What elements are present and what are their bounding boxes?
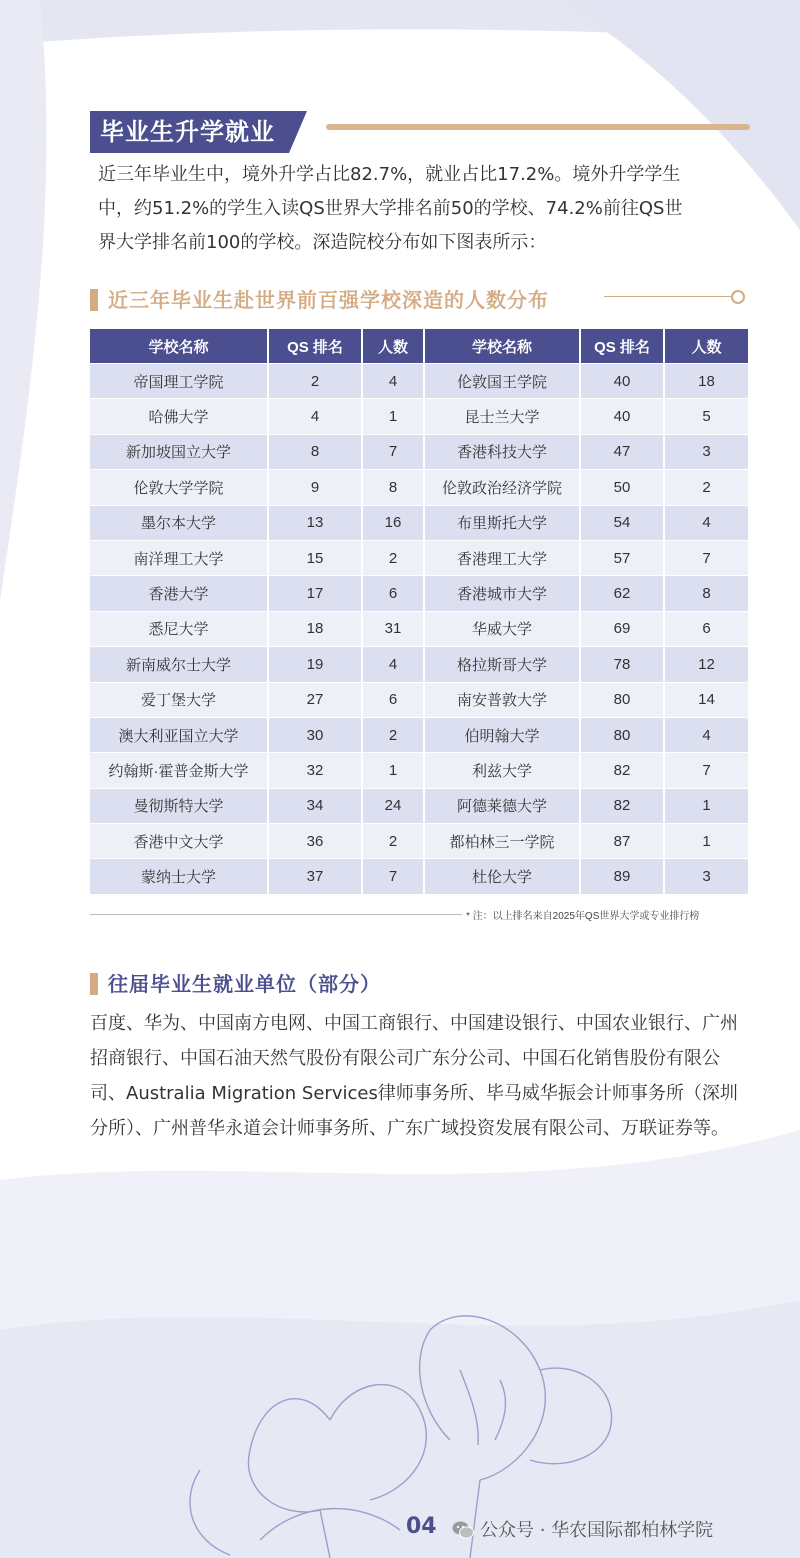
school-name: 伦敦国王学院 [424,364,580,399]
table-row [90,434,748,469]
school-name: 布里斯托大学 [424,505,580,540]
table-row [90,717,748,752]
qs-rank: 47 [580,434,664,469]
table-heading [90,284,549,313]
table-row [90,647,748,682]
header-count: 人数 [362,329,424,364]
student-count: 3 [664,434,748,469]
school-name: 新南威尔士大学 [90,647,268,682]
qs-rank: 87 [580,824,664,859]
table-row [90,540,748,575]
student-count: 14 [664,682,748,717]
student-count: 1 [362,753,424,788]
school-name: 南洋理工大学 [90,540,268,575]
wechat-icon [452,1521,474,1539]
school-name: 约翰斯·霍普金斯大学 [90,753,268,788]
school-name: 香港理工大学 [424,540,580,575]
header-qs-rank: QS 排名 [268,329,362,364]
header-count: 人数 [664,329,748,364]
employers-title: 往届毕业生就业单位（部分） [108,972,381,996]
table-row [90,788,748,823]
student-count: 1 [664,824,748,859]
page-number: 04 [406,1514,437,1539]
qs-rank: 78 [580,647,664,682]
qs-rank: 8 [268,434,362,469]
table-row [90,364,748,399]
qs-rank: 80 [580,682,664,717]
student-count: 8 [362,470,424,505]
school-name: 杜伦大学 [424,859,580,894]
student-count: 3 [664,859,748,894]
qs-rank: 2 [268,364,362,399]
school-name: 格拉斯哥大学 [424,647,580,682]
student-count: 8 [664,576,748,611]
footer-text: 公众号 · 华农国际都柏林学院 [480,1520,714,1541]
student-count: 4 [362,647,424,682]
employers-list: 百度、华为、中国南方电网、中国工商银行、中国建设银行、中国农业银行、广州招商银行、中国石油天然气股份有限公司广东分公司、中国石化销售股份有限公司、Australia Migration Services律师事务所、毕马威华振会计师事务所（深圳分所）、广州普华永道会计师事务所、广东广域投资发展有限公司、万联证券等。 [90,1013,738,1139]
school-name: 阿德莱德大学 [424,788,580,823]
student-count: 16 [362,505,424,540]
table-row [90,859,748,894]
qs-rank: 17 [268,576,362,611]
school-name: 都柏林三一学院 [424,824,580,859]
qs-rank: 15 [268,540,362,575]
school-name: 爱丁堡大学 [90,682,268,717]
ranking-note: * 注：以上排名来自2025年QS世界大学或专业排行榜 [466,911,700,922]
heading-marker [90,973,98,995]
qs-rank: 30 [268,717,362,752]
qs-rank: 34 [268,788,362,823]
student-count: 7 [664,540,748,575]
qs-rank: 69 [580,611,664,646]
school-name: 昆士兰大学 [424,399,580,434]
table-row [90,611,748,646]
header-school: 学校名称 [90,329,268,364]
student-count: 7 [362,434,424,469]
school-name: 新加坡国立大学 [90,434,268,469]
student-count: 6 [362,682,424,717]
table-row [90,824,748,859]
school-name: 伯明翰大学 [424,717,580,752]
student-count: 6 [664,611,748,646]
student-count: 24 [362,788,424,823]
header-qs-rank: QS 排名 [580,329,664,364]
qs-rank: 89 [580,859,664,894]
school-name: 华威大学 [424,611,580,646]
student-count: 7 [664,753,748,788]
qs-rank: 40 [580,364,664,399]
qs-rank: 19 [268,647,362,682]
table-header-row [90,329,748,364]
school-name: 澳大利亚国立大学 [90,717,268,752]
school-name: 墨尔本大学 [90,505,268,540]
footer-source [452,1516,713,1542]
note-divider [90,914,462,915]
school-name: 帝国理工学院 [90,364,268,399]
school-name: 曼彻斯特大学 [90,788,268,823]
qs-rank: 9 [268,470,362,505]
school-name: 哈佛大学 [90,399,268,434]
qs-rank: 32 [268,753,362,788]
heading-marker [90,289,98,311]
student-count: 2 [362,717,424,752]
school-name: 香港大学 [90,576,268,611]
school-name: 香港城市大学 [424,576,580,611]
qs-rank: 4 [268,399,362,434]
table-row [90,470,748,505]
heading-ring-icon [731,290,745,304]
table-row [90,576,748,611]
qs-rank: 82 [580,753,664,788]
table-title: 近三年毕业生赴世界前百强学校深造的人数分布 [108,288,549,312]
qs-rank: 57 [580,540,664,575]
table-row [90,505,748,540]
student-count: 6 [362,576,424,611]
section-title: 毕业生升学就业 [90,111,289,153]
student-count: 5 [664,399,748,434]
student-count: 1 [664,788,748,823]
table-row [90,682,748,717]
qs-rank: 37 [268,859,362,894]
student-count: 2 [362,540,424,575]
intro-paragraph [98,158,758,260]
school-name: 悉尼大学 [90,611,268,646]
school-name: 利兹大学 [424,753,580,788]
student-count: 1 [362,399,424,434]
student-count: 31 [362,611,424,646]
qs-rank: 80 [580,717,664,752]
intro-line: 近三年毕业生中，境外升学占比82.7%，就业占比17.2%。境外升学学生 [98,164,681,185]
qs-rank: 13 [268,505,362,540]
student-count: 2 [664,470,748,505]
table-row [90,753,748,788]
student-count: 2 [362,824,424,859]
student-count: 4 [664,717,748,752]
qs-rank: 18 [268,611,362,646]
qs-rank: 40 [580,399,664,434]
student-count: 4 [362,364,424,399]
intro-line: 界大学排名前100的学校。深造院校分布如下图表所示： [98,232,547,253]
table-row [90,399,748,434]
qs-rank: 82 [580,788,664,823]
student-count: 4 [664,505,748,540]
school-name: 伦敦大学学院 [90,470,268,505]
qs-rank: 27 [268,682,362,717]
heading-divider [604,296,732,297]
intro-line: 中，约51.2%的学生入读QS世界大学排名前50的学校、74.2%前往QS世 [98,198,683,219]
student-count: 18 [664,364,748,399]
employers-heading [90,968,381,997]
school-name: 香港科技大学 [424,434,580,469]
header-school: 学校名称 [424,329,580,364]
school-name: 蒙纳士大学 [90,859,268,894]
qs-rank: 36 [268,824,362,859]
student-count: 12 [664,647,748,682]
school-name: 伦敦政治经济学院 [424,470,580,505]
qs-rank: 50 [580,470,664,505]
qs-rank: 62 [580,576,664,611]
school-name: 香港中文大学 [90,824,268,859]
school-name: 南安普敦大学 [424,682,580,717]
student-count: 7 [362,859,424,894]
title-divider [326,124,750,130]
qs-rank: 54 [580,505,664,540]
ranking-table [90,329,748,894]
